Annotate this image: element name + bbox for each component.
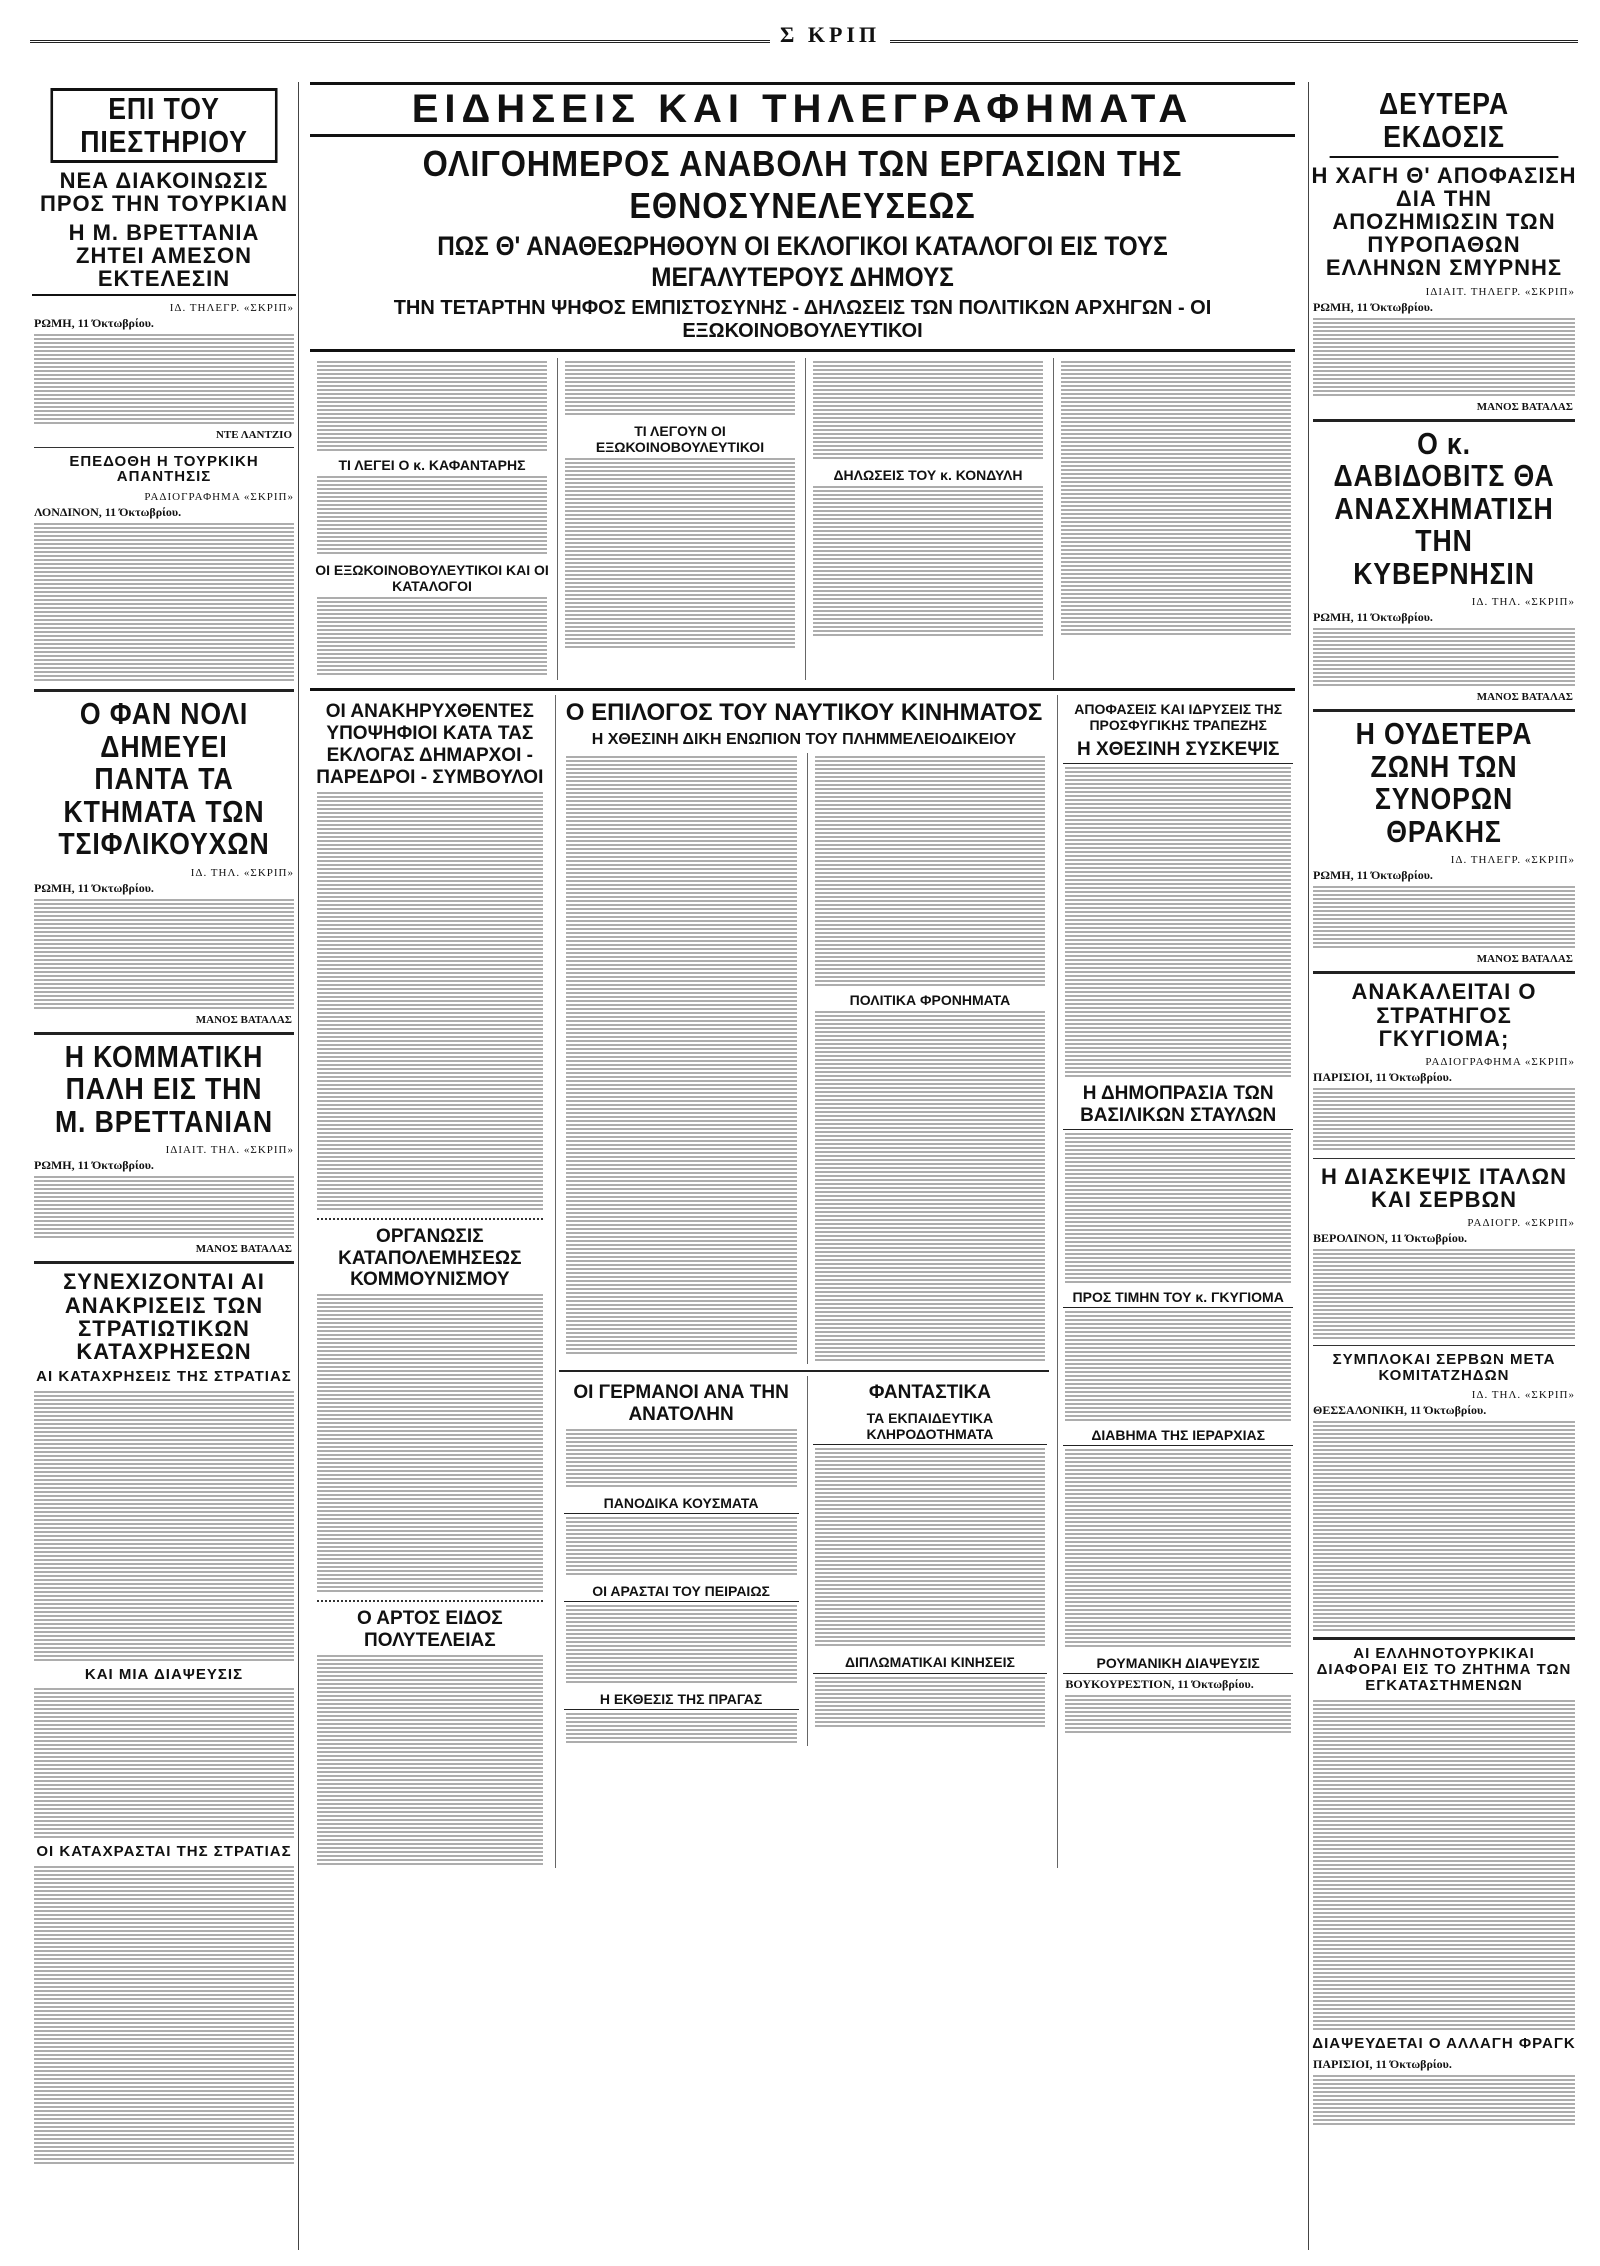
headline-hierarchy: ΔΙΑΒΗΜΑ ΤΗΣ ΙΕΡΑΡΧΙΑΣ: [1063, 1427, 1293, 1446]
right-headline-9: ΔΙΑΨΕΥΔΕΤΑΙ Ο ΑΛΛΑΓΗ ΦΡΑΓΚ: [1312, 2034, 1576, 2052]
headline-candidates: ΟΙ ΑΝΑΚΗΡΥΧΘΕΝΤΕΣ ΥΠΟΨΗΦΙΟΙ ΚΑΤΑ ΤΑΣ ΕΚΛΟΓΑΣ ΔΗΜΑΡΧΟΙ - ΠΑΡΕΔΡΟΙ - ΣΥΜΒΟΥΛΟΙ: [316, 701, 544, 788]
main-story-text: [813, 486, 1043, 636]
left-article-7-body: [34, 1866, 294, 2166]
main-story-text: [565, 458, 795, 648]
left-signature-4: ΜΑΝΟΣ ΒΑΤΑΛΑΣ: [195, 1243, 292, 1256]
left-column: [30, 82, 299, 2250]
trial-text: [815, 1011, 1046, 1361]
main-story-text: [317, 597, 547, 677]
right-dateline-3: ΙΔ. ΤΗΛΕΓΡ. «ΣΚΡΙΠ»: [1450, 854, 1575, 867]
left-dateline-3: ΙΔ. ΤΗΛ. «ΣΚΡΙΠ»: [190, 866, 294, 879]
right-divider: [1313, 1158, 1575, 1159]
trial-columns: [559, 753, 1050, 1364]
subhead-kafantaris: ΤΙ ΛΕΓΕΙ Ο κ. ΚΑΦΑΝΤΑΡΗΣ: [338, 457, 526, 473]
subheadline-meeting: Η ΧΘΕΣΙΝΗ ΣΥΣΚΕΨΙΣ: [1063, 739, 1293, 764]
left-headline-10: ΟΙ ΚΑΤΑΧΡΑΣΤΑΙ ΤΗΣ ΣΤΡΑΤΙΑΣ: [36, 1843, 292, 1861]
main-story-col-2: [557, 358, 799, 680]
right-lead-6: ΘΕΣΣΑΛΟΝΙΚΗ, 11 Όκτωβρίου.: [1313, 1403, 1487, 1418]
left-divider: [34, 447, 294, 448]
piraeus-body: [566, 1605, 797, 1685]
subhead-political-views: ΠΟΛΙΤΙΚΑ ΦΡΟΝΗΜΑΤΑ: [849, 992, 1011, 1009]
candidates-list: [317, 792, 543, 1212]
main-subheadline: ΠΩΣ Θ' ΑΝΑΘΕΩΡΗΘΟΥΝ ΟΙ ΕΚΛΟΓΙΚΟΙ ΚΑΤΑΛΟΓΟΙ ΕΙΣ ΤΟΥΣ ΜΕΓΑΛΥΤΕΡΟΥΣ ΔΗΜΟΥΣ: [437, 231, 1168, 292]
headline-naval-movement: Ο ΕΠΙΛΟΓΟΣ ΤΟΥ ΝΑΥΤΙΚΟΥ ΚΙΝΗΜΑΤΟΣ: [565, 699, 1043, 727]
honor-body: [1065, 1311, 1291, 1421]
germans-body: [566, 1429, 797, 1489]
right-signature-1: ΜΑΝΟΣ ΒΑΤΑΛΑΣ: [1476, 400, 1573, 413]
left-lead-3: ΡΩΜΗ, 11 Όκτωβρίου.: [34, 880, 154, 895]
left-article-1-body: [34, 334, 294, 426]
lower-col-2: [555, 695, 1050, 1868]
left-headline-6: Η ΚΟΜΜΑΤΙΚΗ ΠΑΛΗ ΕΙΣ ΤΗΝ Μ. ΒΡΕΤΤΑΝΙΑΝ: [54, 1038, 274, 1139]
left-article-5-body: [34, 1391, 294, 1661]
right-dateline-2: ΙΔ. ΤΗΛ. «ΣΚΡΙΠ»: [1471, 596, 1575, 609]
right-article-1-body: [1313, 318, 1575, 398]
headline-prague: Η ΕΚΘΕΣΙΣ ΤΗΣ ΠΡΑΓΑΣ: [564, 1691, 799, 1710]
left-dateline-1: ΙΔ. ΤΗΛΕΓΡ. «ΣΚΡΙΠ»: [169, 301, 294, 314]
right-headline-7: ΣΥΜΠΛΟΚΑΙ ΣΕΡΒΩΝ ΜΕΤΑ ΚΟΜΙΤΑΤΖΗΔΩΝ: [1332, 1350, 1556, 1384]
left-headline-1: ΕΠΙ ΤΟΥ ΠΙΕΣΤΗΡΙΟΥ: [50, 88, 277, 163]
right-article-6-body: [1313, 1421, 1575, 1631]
right-article-5-body: [1313, 1249, 1575, 1339]
lower-section: [310, 688, 1295, 1868]
lower-col-3: [1057, 695, 1295, 1868]
right-headline-6: Η ΔΙΑΣΚΕΨΙΣ ΙΤΑΛΩΝ ΚΑΙ ΣΕΡΒΩΝ: [1321, 1163, 1567, 1212]
hierarchy-body: [1065, 1449, 1291, 1649]
newspaper-name: Σ ΚΡΙΠ: [770, 22, 890, 48]
right-dateline-6: ΙΔ. ΤΗΛ. «ΣΚΡΙΠ»: [1471, 1389, 1575, 1402]
left-dateline-2: ΡΑΔΙΟΓΡΑΦΗΜΑ «ΣΚΡΙΠ»: [144, 491, 294, 504]
left-headline-5: Ο ΦΑΝ ΝΟΛΙ ΔΗΜΕΥΕΙ ΠΑΝΤΑ ΤΑ ΚΤΗΜΑΤΑ ΤΩΝ ΤΣΙΦΛΙΚΟΥΧΩΝ: [58, 696, 270, 862]
headline-germans: ΟΙ ΓΕΡΜΑΝΟΙ ΑΝΑ ΤΗΝ ΑΝΑΤΟΛΗΝ: [573, 1382, 789, 1426]
right-dateline-4: ΡΑΔΙΟΓΡΑΦΗΜΑ «ΣΚΡΙΠ»: [1425, 1055, 1575, 1068]
right-dateline-1: ΙΔΙΑΙΤ. ΤΗΛΕΓΡ. «ΣΚΡΙΠ»: [1425, 285, 1575, 298]
left-headline-8: ΑΙ ΚΑΤΑΧΡΗΣΕΙΣ ΤΗΣ ΣΤΡΑΤΙΑΣ: [36, 1367, 292, 1385]
headline-romanian: ΡΟΥΜΑΝΙΚΗ ΔΙΑΨΕΥΣΙΣ: [1063, 1655, 1293, 1674]
right-article-7-body: [1313, 1700, 1575, 2030]
dotted-divider: [317, 1218, 543, 1220]
stories-col-2: [807, 1376, 1050, 1746]
left-headline-3: Η Μ. ΒΡΕΤΤΑΝΙΑ ΖΗΤΕΙ ΑΜΕΣΟΝ ΕΚΤΕΛΕΣΙΝ: [32, 221, 296, 295]
main-story-col-1: [310, 358, 551, 680]
headline-bread: Ο ΑΡΤΟΣ ΕΙΔΟΣ ΠΟΛΥΤΕΛΕΙΑΣ: [356, 1608, 503, 1652]
diplomatic-body: [815, 1677, 1046, 1727]
main-headline: ΟΛΙΓΟΗΜΕΡΟΣ ΑΝΑΒΟΛΗ ΤΩΝ ΕΡΓΑΣΙΩΝ ΤΗΣ ΕΘΝΟΣΥΝΕΛΕΥΣΕΩΣ: [422, 143, 1183, 226]
right-lead-5: ΒΕΡΟΛΙΝΟΝ, 11 Όκτωβρίου.: [1313, 1230, 1468, 1245]
dotted-divider: [317, 1600, 543, 1602]
communism-body: [317, 1294, 543, 1594]
main-story-columns: [310, 358, 1295, 680]
news-bits-body: [566, 1517, 797, 1577]
right-headline-8: ΑΙ ΕΛΛΗΝΟΤΟΥΡΚΙΚΑΙ ΔΙΑΦΟΡΑΙ ΕΙΣ ΤΟ ΖΗΤΗΜΑ ΤΩΝ ΕΓΚΑΤΑΣΤΗΜΕΝΩΝ: [1316, 1645, 1572, 1694]
masthead: [30, 18, 1578, 74]
bread-body: [317, 1655, 543, 1865]
left-headline-4: ΕΠΕΔΟΘΗ Η ΤΟΥΡΚΙΚΗ ΑΠΑΝΤΗΣΙΣ: [69, 452, 259, 486]
left-lead-1: ΡΩΜΗ, 11 Όκτωβρίου.: [34, 315, 154, 330]
newspaper-page: [30, 18, 1578, 2250]
lower-stories: [559, 1370, 1050, 1746]
refugee-bank-body: [1065, 767, 1291, 1077]
right-headline-5: ΑΝΑΚΑΛΕΙΤΑΙ Ο ΣΤΡΑΤΗΓΟΣ ΓΚΥΓΙΟΜΑ;: [1351, 979, 1537, 1051]
subhead-catalogs: ΟΙ ΕΞΩΚΟΙΝΟΒΟΥΛΕΥΤΙΚΟΙ ΚΑΙ ΟΙ ΚΑΤΑΛΟΓΟΙ: [315, 562, 549, 595]
main-story-text: [317, 361, 547, 451]
right-signature-2: ΜΑΝΟΣ ΒΑΤΑΛΑΣ: [1476, 691, 1573, 704]
right-lead-9: ΠΑΡΙΣΙΟΙ, 11 Όκτωβρίου.: [1313, 2057, 1452, 2072]
subhead-extraparliamentary: ΤΙ ΛΕΓΟΥΝ ΟΙ ΕΞΩΚΟΙΝΟΒΟΥΛΕΥΤΙΚΟΙ: [595, 423, 765, 456]
right-article-3-body: [1313, 886, 1575, 950]
trial-col-2: [807, 753, 1050, 1364]
right-headline-4: Η ΟΥΔΕΤΕΡΑ ΖΩΝΗ ΤΩΝ ΣΥΝΟΡΩΝ ΘΡΑΚΗΣ: [1355, 716, 1533, 849]
left-signature-1: ΝΤΕ ΛΑΝΤΖΙΟ: [215, 428, 292, 441]
right-divider: [1313, 1637, 1575, 1640]
right-divider: [1313, 971, 1575, 974]
left-article-2-body: [34, 523, 294, 683]
left-headline-9: ΚΑΙ ΜΙΑ ΔΙΑΨΕΥΣΙΣ: [84, 1665, 244, 1683]
left-signature-3: ΜΑΝΟΣ ΒΑΤΑΛΑΣ: [195, 1013, 292, 1026]
left-lead-4: ΡΩΜΗ, 11 Όκτωβρίου.: [34, 1158, 154, 1173]
headline-news-bits: ΠΑΝΟΔΙΚΑ ΚΟΥΣΜΑΤΑ: [564, 1495, 799, 1514]
subhead-kondylis: ΔΗΛΩΣΕΙΣ ΤΟΥ κ. ΚΟΝΔΥΛΗ: [833, 467, 1023, 483]
main-story-text: [1061, 361, 1291, 637]
right-dateline-5: ΡΑΔΙΟΓΡ. «ΣΚΡΙΠ»: [1467, 1216, 1575, 1229]
stories-col-1: [559, 1376, 801, 1746]
right-signature-3: ΜΑΝΟΣ ΒΑΤΑΛΑΣ: [1476, 953, 1573, 966]
romanian-body: [1065, 1695, 1291, 1735]
headline-diplomatic: ΔΙΠΛΩΜΑΤΙΚΑΙ ΚΙΝΗΣΕΙΣ: [813, 1654, 1048, 1673]
main-story-col-3: [805, 358, 1047, 680]
right-divider: [1313, 1345, 1575, 1346]
left-divider: [34, 1032, 294, 1035]
subheadline-trial: Η ΧΘΕΣΙΝΗ ΔΙΚΗ ΕΝΩΠΙΟΝ ΤΟΥ ΠΛΗΜΜΕΛΕΙΟΔΙΚΕΙΟΥ: [591, 731, 1017, 749]
main-story-text: [565, 361, 795, 417]
left-headline-7: ΣΥΝΕΧΙΖΟΝΤΑΙ ΑΙ ΑΝΑΚΡΙΣΕΙΣ ΤΩΝ ΣΤΡΑΤΙΩΤΙΚΩΝ ΚΑΤΑΧΡΗΣΕΩΝ: [63, 1269, 265, 1364]
right-lead-1: ΡΩΜΗ, 11 Όκτωβρίου.: [1313, 299, 1433, 314]
right-lead-4: ΠΑΡΙΣΙΟΙ, 11 Όκτωβρίου.: [1313, 1069, 1452, 1084]
right-article-8-body: [1313, 2075, 1575, 2125]
headline-refugee-bank: ΑΠΟΦΑΣΕΙΣ ΚΑΙ ΙΔΡΥΣΕΙΣ ΤΗΣ ΠΡΟΣΦΥΓΙΚΗΣ ΤΡΑΠΕΖΗΣ: [1074, 701, 1283, 734]
left-divider: [34, 689, 294, 692]
right-headline-3: Ο κ. ΔΑΒΙΔΟΒΙΤΣ ΘΑ ΑΝΑΣΧΗΜΑΤΙΣΗ ΤΗΝ ΚΥΒΕΡΝΗΣΙΝ: [1333, 425, 1555, 591]
headline-piraeus: ΟΙ ΑΡΑΣΤΑΙ ΤΟΥ ΠΕΙΡΑΙΩΣ: [564, 1583, 799, 1602]
headline-honor: ΠΡΟΣ ΤΙΜΗΝ ΤΟΥ κ. ΓΚΥΓΙΟΜΑ: [1063, 1289, 1293, 1308]
main-story-text: [317, 476, 547, 556]
right-article-4-body: [1313, 1088, 1575, 1152]
left-divider: [34, 1261, 294, 1264]
auction-body: [1065, 1133, 1291, 1283]
right-lead-2: ΡΩΜΗ, 11 Όκτωβρίου.: [1313, 610, 1433, 625]
headline-auction: Η ΔΗΜΟΠΡΑΣΙΑ ΤΩΝ ΒΑΣΙΛΙΚΩΝ ΣΤΑΥΛΩΝ: [1063, 1083, 1293, 1130]
main-story-text: [813, 361, 1043, 461]
right-column: [1308, 82, 1579, 2250]
right-article-2-body: [1313, 628, 1575, 688]
left-lead-2: ΛΟΝΔΙΝΟΝ, 11 Όκτωβρίου.: [34, 505, 182, 520]
section-banner: ΕΙΔΗΣΕΙΣ ΚΑΙ ΤΗΛΕΓΡΑΦΗΜΑΤΑ: [310, 82, 1295, 137]
subheadline-bequests: ΤΑ ΕΚΠΑΙΔΕΥΤΙΚΑ ΚΛΗΡΟΔΟΤΗΜΑΤΑ: [813, 1410, 1048, 1445]
trial-col-1: [559, 753, 801, 1364]
bequests-body: [815, 1448, 1046, 1648]
main-story-col-4: [1053, 358, 1295, 680]
left-article-3-body: [34, 899, 294, 1011]
right-divider: [1313, 709, 1575, 712]
headline-fantastic: ΦΑΝΤΑΣΤΙΚΑ: [868, 1382, 992, 1404]
center-column: [310, 82, 1295, 2250]
left-headline-2: ΝΕΑ ΔΙΑΚΟΙΝΩΣΙΣ ΠΡΟΣ ΤΗΝ ΤΟΥΡΚΙΑΝ: [40, 168, 288, 217]
right-divider: [1313, 419, 1575, 422]
right-headline-2: Η ΧΑΓΗ Θ' ΑΠΟΦΑΣΙΣΗ ΔΙΑ ΤΗΝ ΑΠΟΖΗΜΙΩΣΙΝ ΤΩΝ ΠΥΡΟΠΑΘΩΝ ΕΛΛΗΝΩΝ ΣΜΥΡΝΗΣ: [1311, 163, 1577, 281]
left-dateline-4: ΙΔΙΑΙΤ. ΤΗΛ. «ΣΚΡΙΠ»: [165, 1144, 294, 1157]
right-lead-3: ΡΩΜΗ, 11 Όκτωβρίου.: [1313, 868, 1433, 883]
prague-body: [566, 1713, 797, 1743]
trial-text: [815, 756, 1046, 986]
romanian-lead: ΒΟΥΚΟΥΡΕΣΤΙΟΝ, 11 Όκτωβρίου.: [1065, 1677, 1254, 1692]
right-headline-1: ΔΕΥΤΕΡΑ ΕΚΔΟΣΙΣ: [1330, 88, 1559, 158]
main-deck: ΤΗΝ ΤΕΤΑΡΤΗΝ ΨΗΦΟΣ ΕΜΠΙΣΤΟΣΥΝΗΣ - ΔΗΛΩΣΕΙΣ ΤΩΝ ΠΟΛΙΤΙΚΩΝ ΑΡΧΗΓΩΝ - ΟΙ ΕΞΩΚΟΙΝΟΒΟΥΛΕΥΤΙΚΟΙ: [310, 297, 1295, 352]
left-article-6-body: [34, 1688, 294, 1838]
lower-col-1: [310, 695, 547, 1868]
headline-communism: ΟΡΓΑΝΩΣΙΣ ΚΑΤΑΠΟΛΕΜΗΣΕΩΣ ΚΟΜΜΟΥΝΙΣΜΟΥ: [338, 1225, 522, 1291]
left-article-4-body: [34, 1176, 294, 1240]
trial-text: [566, 756, 797, 1356]
